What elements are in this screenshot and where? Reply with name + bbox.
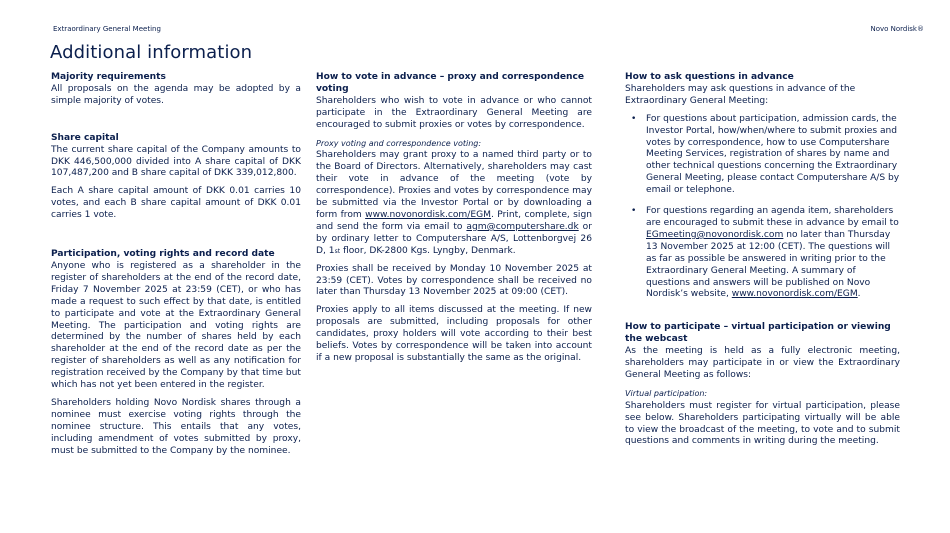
participation-paragraph-2: Shareholders holding Novo Nordisk shares through a nominee must exercise voting rights through the nominee structure. This entails that any votes, including amendment of votes submitted by proxy, must be submitted to the Company by the nominee.	[51, 397, 301, 456]
header-brand-label: Novo Nordisk®	[870, 25, 924, 33]
questions-list	[625, 114, 900, 302]
bullet-icon: •	[631, 113, 637, 124]
proxy-text-b: . Print, complete, sign and send the form via email to	[316, 209, 592, 232]
questions-bullet-2-end: .	[857, 289, 861, 300]
egm-link[interactable]: www.novonordisk.com/EGM	[365, 209, 491, 220]
list-item	[625, 206, 900, 301]
questions-intro: Shareholders may ask questions in advance of the Extraordinary General Meeting:	[625, 83, 856, 106]
share-capital-paragraph-1: The current share capital of the Company amounts to DKK 446,500,000 divided into A share capital of DKK 107,487,200 and B share capital of DKK 339,012,800.	[51, 144, 301, 179]
questions-bullet-2-text-b: no later than Thursday 13 November 2025 at 12:00 (CET). The questions will as far as possible be answered in writing prior to the Extraordinary General Meeting. A summary of questions and answers will be published on Novo Nordisk’s website,	[646, 229, 891, 300]
proxy-deadline-paragraph: Proxies shall be received by Monday 10 November 2025 at 23:59 (CET). Votes by correspondence shall be received no later than Thursday 13 November 2025 at 09:00 (CET).	[316, 263, 592, 298]
majority-section	[51, 72, 301, 108]
webcast-section	[625, 322, 900, 448]
webcast-heading: How to participate – virtual participation or viewing the webcast	[625, 322, 891, 345]
vote-advance-intro: Shareholders who wish to vote in advance or who cannot participate in the Extraordinary General Meeting are encouraged to submit proxies or votes by correspondence.	[316, 95, 592, 130]
questions-bullet-1: For questions about participation, admission cards, the Investor Portal, how/when/where to submit proxies and votes by correspondence, how to use Computershare Meeting Services, registration of shares by name and other technical questions concerning the Extraordinary General Meeting, please contact Computershare A/S by email or telephone.	[646, 113, 900, 196]
computershare-email-link[interactable]: agm@computershare.dk	[466, 221, 579, 232]
virtual-participation-subheading: Virtual participation:	[625, 388, 708, 398]
ordinal-superscript: st	[334, 247, 341, 255]
share-capital-paragraph-2: Each A share capital amount of DKK 0.01 carries 10 votes, and each B share capital amount of DKK 0.01 carries 1 vote.	[51, 186, 301, 221]
share-capital-section	[51, 133, 301, 222]
vote-advance-heading: How to vote in advance – proxy and correspondence voting	[316, 72, 585, 94]
virtual-participation-body: Shareholders must register for virtual participation, please see below. Shareholders participating virtually will be able to view the broadcast of the meeting, to vote and to submit questions and comments in writing during the meeting.	[625, 400, 900, 447]
participation-heading: Participation, voting rights and record date	[51, 249, 275, 260]
bullet-icon: •	[631, 206, 637, 217]
share-capital-heading: Share capital	[51, 132, 119, 143]
list-item	[625, 114, 900, 197]
majority-body: All proposals on the agenda may be adopted by a simple majority of votes.	[51, 83, 301, 106]
questions-heading: How to ask questions in advance	[625, 72, 794, 82]
proxy-text-d: floor, DK-2800 Kgs. Lyngby, Denmark.	[342, 245, 516, 256]
header-meeting-label: Extraordinary General Meeting	[53, 25, 161, 33]
questions-bullet-2-text-a: For questions regarding an agenda item, shareholders are encouraged to submit these in advance by email to	[646, 206, 899, 228]
proxy-voting-subheading: Proxy voting and correspondence voting:	[316, 138, 482, 148]
proxy-scope-paragraph: Proxies apply to all items discussed at the meeting. If new proposals are submitted, including proposals for other candidates, proxy holders will vote according to their best beliefs. Votes by correspondence will be taken into account if a new proposal is substantially the same as the original.	[316, 305, 592, 363]
proxy-text-c: or by ordinary letter to Computershare A/S, Lottenborgvej 26 D, 1	[316, 221, 592, 256]
questions-section	[625, 72, 900, 301]
proxy-text-a: Shareholders may grant proxy to a named third party or to the Board of Directors. Alternatively, shareholders may cast their vote in advance of the meeting (vote by correspondence). Proxies and votes by correspondence may be submitted via the Investor Portal or by downloading a form from	[316, 150, 592, 220]
webcast-intro: As the meeting is held as a fully electronic meeting, shareholders may participate in or view the Extraordinary General Meeting as follows:	[625, 346, 900, 380]
majority-heading: Majority requirements	[51, 72, 166, 82]
proxy-voting-paragraph	[316, 150, 592, 257]
participation-paragraph-1: Anyone who is registered as a shareholder in the register of shareholders at the end of the record date, Friday 7 November 2025 at 23:59 (CET), or who has made a request to such effect by that date, is entitled to participate and vote at the Extraordinary General Meeting. The participation and voting rights are determined by the number of shares held by each shareholder at the end of the record date as per the register of shareholders as well as any notification for registration received by the Company by that time but which has not yet been entered in the register.	[51, 260, 301, 391]
egm-website-link[interactable]: www.novonordisk.com/EGM	[731, 289, 858, 300]
column-middle	[316, 72, 592, 365]
participation-section	[51, 249, 301, 457]
page-title: Additional information	[50, 42, 253, 63]
column-right	[625, 72, 900, 448]
egmeeting-email-link[interactable]: EGmeeting@novonordisk.com	[646, 229, 784, 240]
column-left	[51, 72, 301, 457]
